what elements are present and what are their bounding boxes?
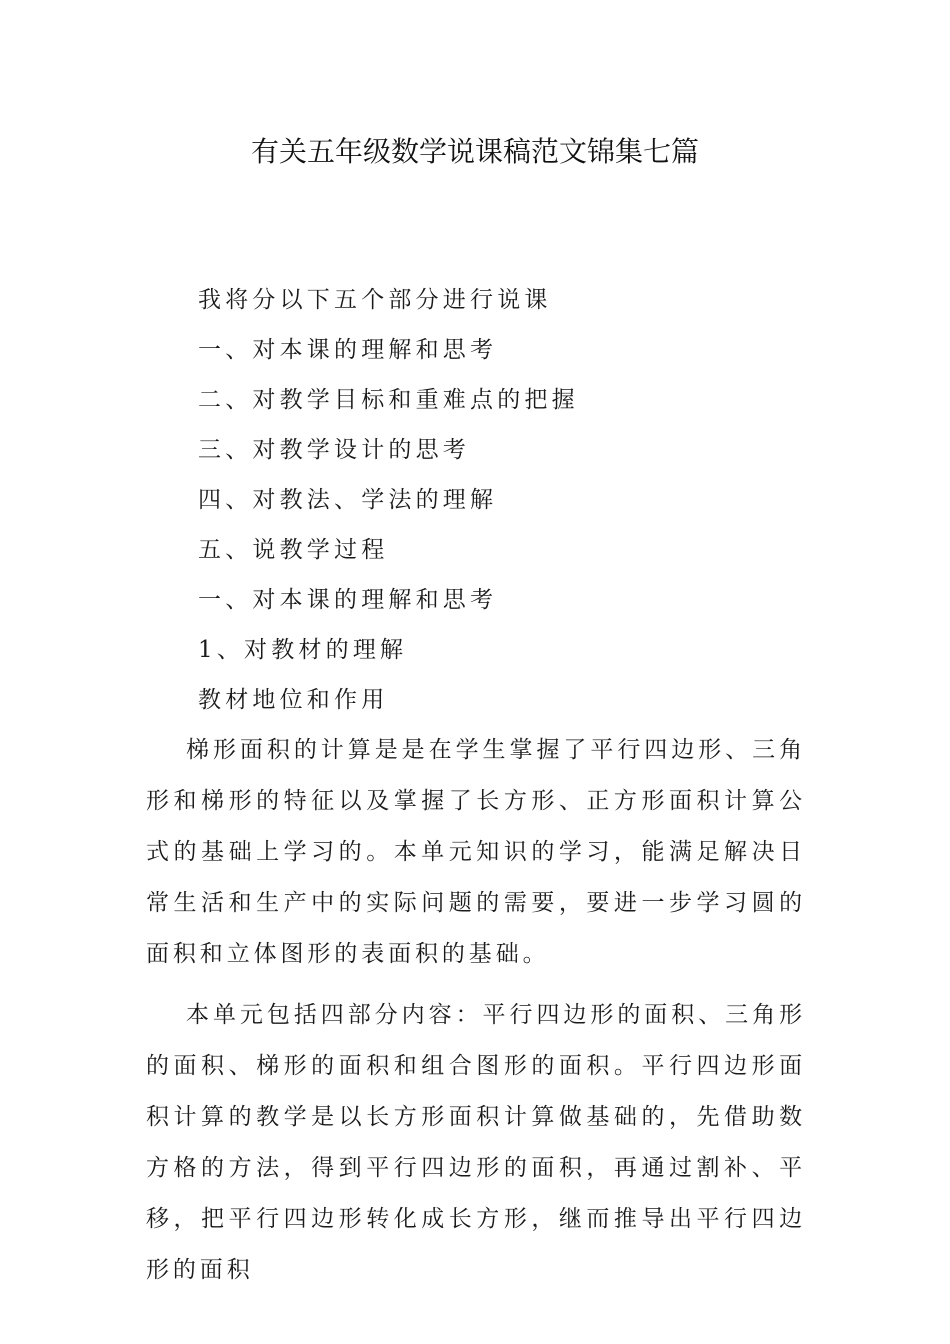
section-heading: 一、对本课的理解和思考 (198, 587, 498, 613)
outline-line: 一、对本课的理解和思考 (198, 337, 498, 363)
document-body (146, 275, 806, 1296)
paragraph-spacer (146, 980, 806, 990)
outline-line: 四、对教法、学法的理解 (198, 487, 498, 513)
body-paragraph: 本单元包括四部分内容：平行四边形的面积、三角形的面积、梯形的面积和组合图形的面积。平行四边形面积计算的教学是以长方形面积计算做基础的，先借助数方格的方法，得到平行四边形的面积，再通过割补、平移，把平行四边形转化成长方形，继而推导出平行四边形的面积 (146, 1002, 806, 1283)
subsection-subheading: 教材地位和作用 (198, 687, 389, 713)
outline-line: 三、对教学设计的思考 (198, 437, 470, 463)
outline-line: 五、说教学过程 (198, 537, 389, 563)
outline-line: 二、对教学目标和重难点的把握 (198, 387, 579, 413)
outline-line: 我将分以下五个部分进行说课 (198, 287, 552, 313)
subsection-heading: 1、对教材的理解 (198, 637, 408, 663)
document-title: 有关五年级数学说课稿范文锦集七篇 (250, 135, 699, 168)
body-paragraph: 梯形面积的计算是是在学生掌握了平行四边形、三角形和梯形的特征以及掌握了长方形、正方形面积计算公式的基础上学习的。本单元知识的学习，能满足解决日常生活和生产中的实际问题的需要，要进一步学习圆的面积和立体图形的表面积的基础。 (146, 737, 806, 967)
